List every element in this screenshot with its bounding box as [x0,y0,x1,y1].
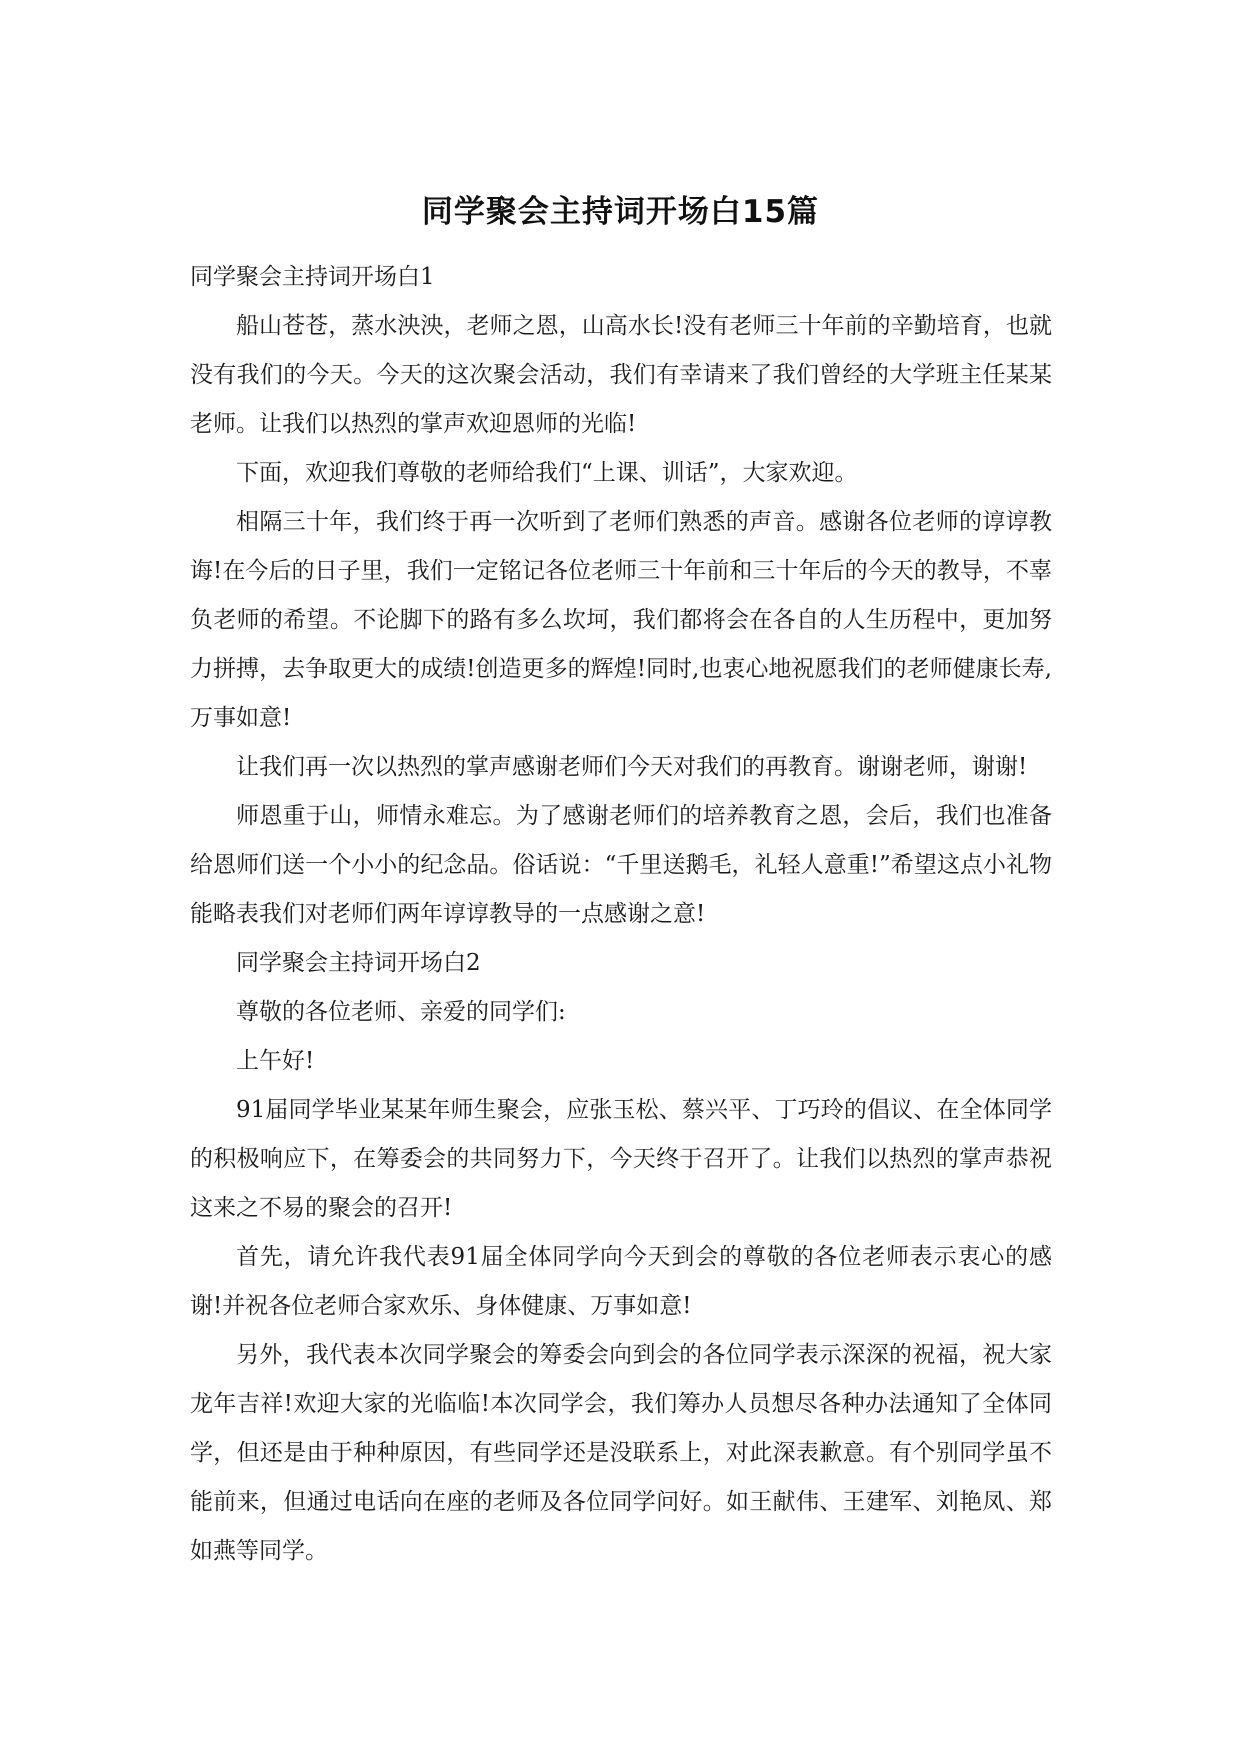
section-heading: 同学聚会主持词开场白2 [236,950,481,976]
paragraph: 91届同学毕业某某年师生聚会，应张玉松、蔡兴平、丁巧玲的倡议、在全体同学的积极响应下，在筹委会的共同努力下，今天终于召开了。让我们以热烈的掌声恭祝这来之不易的聚会的召开! [190,1097,1052,1221]
paragraph: 上午好! [236,1048,315,1074]
paragraph: 首先，请允许我代表91届全体同学向今天到会的尊敬的各位老师表示衷心的感谢!并祝各位老师合家欢乐、身体健康、万事如意! [190,1244,1052,1319]
document-title: 同学聚会主持词开场白15篇 [421,194,820,230]
paragraph: 师恩重于山，师情永难忘。为了感谢老师们的培养教育之恩，会后，我们也准备给恩师们送一个小小的纪念品。俗话说：“千里送鹅毛，礼轻人意重!”希望这点小礼物能略表我们对老师们两年谆谆教导的一点感谢之意! [190,803,1052,927]
paragraph: 让我们再一次以热烈的掌声感谢老师们今天对我们的再教育。谢谢老师，谢谢! [236,754,1028,780]
paragraph: 尊敬的各位老师、亲爱的同学们: [236,999,566,1025]
section-heading: 同学聚会主持词开场白1 [190,264,435,290]
document-body [190,253,1052,1576]
paragraph: 另外，我代表本次同学聚会的筹委会向到会的各位同学表示深深的祝福，祝大家龙年吉祥!欢迎大家的光临临!本次同学会，我们筹办人员想尽各种办法通知了全体同学，但还是由于种种原因，有些同学还是没联系上，对此深表歉意。有个别同学虽不能前来，但通过电话向在座的老师及各位同学问好。如王献伟、王建军、刘艳凤、郑如燕等同学。 [190,1342,1052,1564]
paragraph: 相隔三十年，我们终于再一次听到了老师们熟悉的声音。感谢各位老师的谆谆教诲!在今后的日子里，我们一定铭记各位老师三十年前和三十年后的今天的教导，不辜负老师的希望。不论脚下的路有多么坎坷，我们都将会在各自的人生历程中，更加努力拼搏，去争取更大的成绩!创造更多的辉煌!同时,也衷心地祝愿我们的老师健康长寿,万事如意! [190,509,1052,731]
paragraph: 船山苍苍，蒸水泱泱，老师之恩，山高水长!没有老师三十年前的辛勤培育，也就没有我们的今天。今天的这次聚会活动，我们有幸请来了我们曾经的大学班主任某某老师。让我们以热烈的掌声欢迎恩师的光临! [190,313,1052,437]
paragraph: 下面，欢迎我们尊敬的老师给我们“上课、训话”，大家欢迎。 [236,460,858,486]
